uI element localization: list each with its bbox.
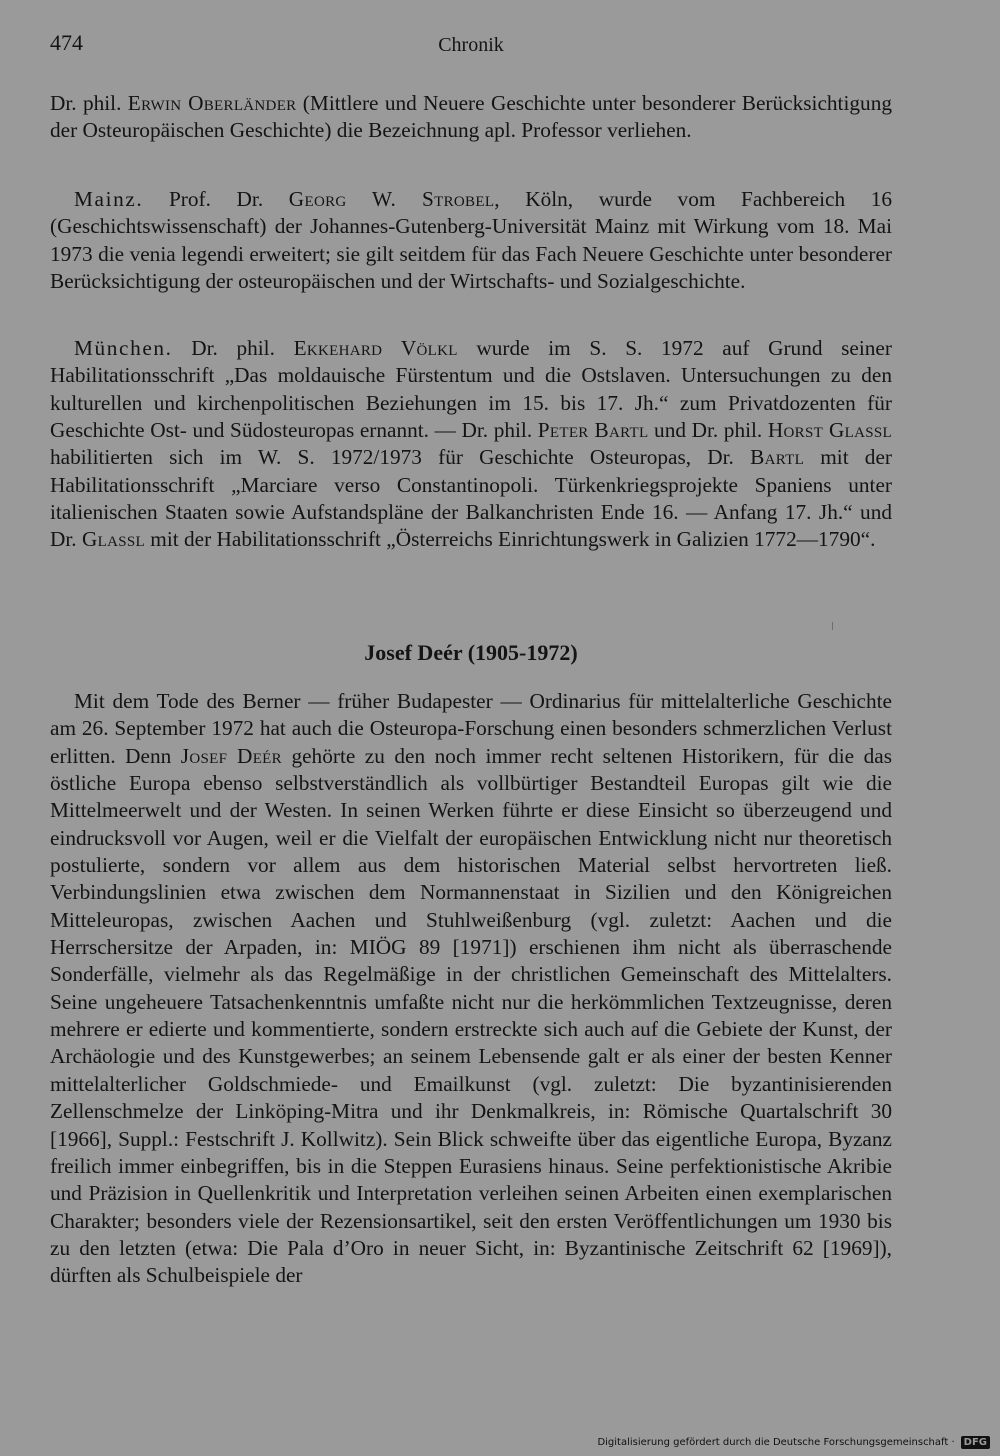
- section-heading: Josef Deér (1905-1972): [364, 640, 578, 665]
- paragraph-oberlaender: [50, 90, 892, 145]
- text-segment: und Dr. phil.: [648, 418, 768, 443]
- person-name: Ekkehard Völkl: [293, 336, 458, 360]
- footer-text: Digitalisierung gefördert durch die Deutsche Forschungsgemeinschaft ·: [597, 1436, 955, 1448]
- text-segment: mit der Habilitationsschrift „Österreichs Einrichtungswerk in Galizien 1772—1790“.: [144, 527, 876, 552]
- person-name: Glassl: [81, 527, 145, 552]
- dfg-logo-icon: DFG: [961, 1436, 990, 1449]
- text-segment: Dr. phil.: [172, 336, 294, 360]
- person-name: Erwin Oberländer: [127, 91, 297, 115]
- digitization-footer: [597, 1434, 990, 1450]
- paragraph-obituary: [50, 688, 892, 1290]
- text-segment: wurde im S. S. 1972 auf Grund seiner Habilitationsschrift „Das moldauische Fürstentum und die Ostslaven. Untersuchungen zu den kulturellen und kirchenpolitischen Beziehungen im 15. bis 17. Jh.“ zum Privatdozenten für Geschichte Ost- und Südosteuropas ernannt. — Dr. phil.: [50, 336, 892, 443]
- person-name: Josef Deér: [180, 743, 282, 768]
- text-segment: (Mittlere und Neuere Geschichte unter besonderer Berücksichtigung der Osteuropäischen Geschichte) die Bezeichnung apl. Professor verliehen.: [50, 91, 892, 143]
- text-segment: habilitierten sich im W. S. 1972/1973 für Geschichte Osteuropas, Dr.: [50, 445, 751, 470]
- place-name: Mainz.: [74, 187, 144, 211]
- person-name: Peter Bartl: [537, 418, 649, 443]
- paragraph-muenchen: [50, 335, 892, 554]
- scan-artifact: [832, 622, 833, 630]
- text-segment: Mit dem Tode des Berner — früher Budapester — Ordinarius für mittelalterliche Geschichte am 26. September 1972 hat auch die Osteuropa-Forschung einen besonders schmerzlichen Verlust erlitten. Denn: [50, 689, 892, 768]
- text-segment: Prof. Dr.: [143, 187, 289, 211]
- page-header: [50, 30, 892, 64]
- text-segment: Dr. phil.: [50, 91, 128, 115]
- text-segment: gehörte zu den noch immer recht seltenen Historikern, für die das östliche Europa ebenso selbstverständlich als vollbürtiger Bestandteil Europas gilt wie die Mittelmeerwelt und der Westen. In seinen Werken führte er diese Einsicht so überzeugend und eindrucksvoll vor Augen, weil er die Vielfalt der europäischen Entwicklung nicht nur theoretisch postulierte, sondern vor allem aus dem historischen Material selbst hervortreten ließ. Verbindungslinien etwa zwischen dem Normannenstaat in Sizilien und den Königreichen Mitteleuropas, zwischen Aachen und Stuhlweißenburg (vgl. zuletzt: Aachen und die Herrschersitze der Arpaden, in: MIÖG 89 [1971]) erschienen ihm nicht als überraschende Sonderfälle, vielmehr als das Regelmäßige in der christlichen Gemeinschaft des Mittelalters. Seine ungeheuere Tatsachenkenntnis umfaßte nicht nur die herkömmlichen Textzeugnisse, deren mehrere er edierte und kommentierte, sondern erstreckte sich auch auf die Gebiete der Kunst, der Archäologie und des Kunstgewerbes; an seinem Lebensende galt er als einer der besten Kenner mittelalterlicher Goldschmiede- und Emailkunst (vgl. zuletzt: Die byzantinisierenden Zellenschmelze der Linköping-Mitra und ihr Denkmalkreis, in: Römische Quartalschrift 30 [1966], Suppl.: Festschrift J. Kollwitz). Sein Blick schweifte über das eigentliche Europa, Byzanz freilich immer einbegriffen, bis in die Steppen Eurasiens hinaus. Seine perfektionistische Akribie und Präzision in Quellenkritik und Interpretation verleihen seinen Arbeiten einen exemplarischen Charakter; besonders viele der Rezensionsartikel, seit den ersten Veröffentlichungen um 1930 bis zu den letzten (etwa: Die Pala d’Oro in neuer Sicht, in: Byzantinische Zeitschrift 62 [1969]), dürften als Schulbeispiele der: [50, 743, 893, 1288]
- page-number: 474: [50, 30, 83, 55]
- text-segment: , Köln, wurde vom Fachbereich 16 (Geschichtswissenschaft) der Johannes-Gutenberg-Universität Mainz mit Wirkung vom 18. Mai 1973 die venia legendi erweitert; sie gilt seitdem für das Fach Neuere Geschichte unter besonderer Berücksichtigung der osteuropäischen und der Wirtschafts- und Sozialgeschichte.: [50, 187, 892, 294]
- person-name: Georg W. Strobel: [288, 187, 495, 211]
- person-name: Bartl: [750, 445, 805, 470]
- paragraph-mainz: [50, 186, 892, 295]
- place-name: München.: [74, 336, 173, 360]
- running-title: Chronik: [438, 34, 504, 56]
- person-name: Horst Glassl: [767, 418, 892, 443]
- text-segment: mit der Habilitationsschrift „Marciare verso Constantinopoli. Türkenkriegsprojekte Spaniens unter italienischen Staaten sowie Aufstandspläne der Balkanchristen Ende 16. — Anfang 17. Jh.“ und Dr.: [50, 445, 892, 552]
